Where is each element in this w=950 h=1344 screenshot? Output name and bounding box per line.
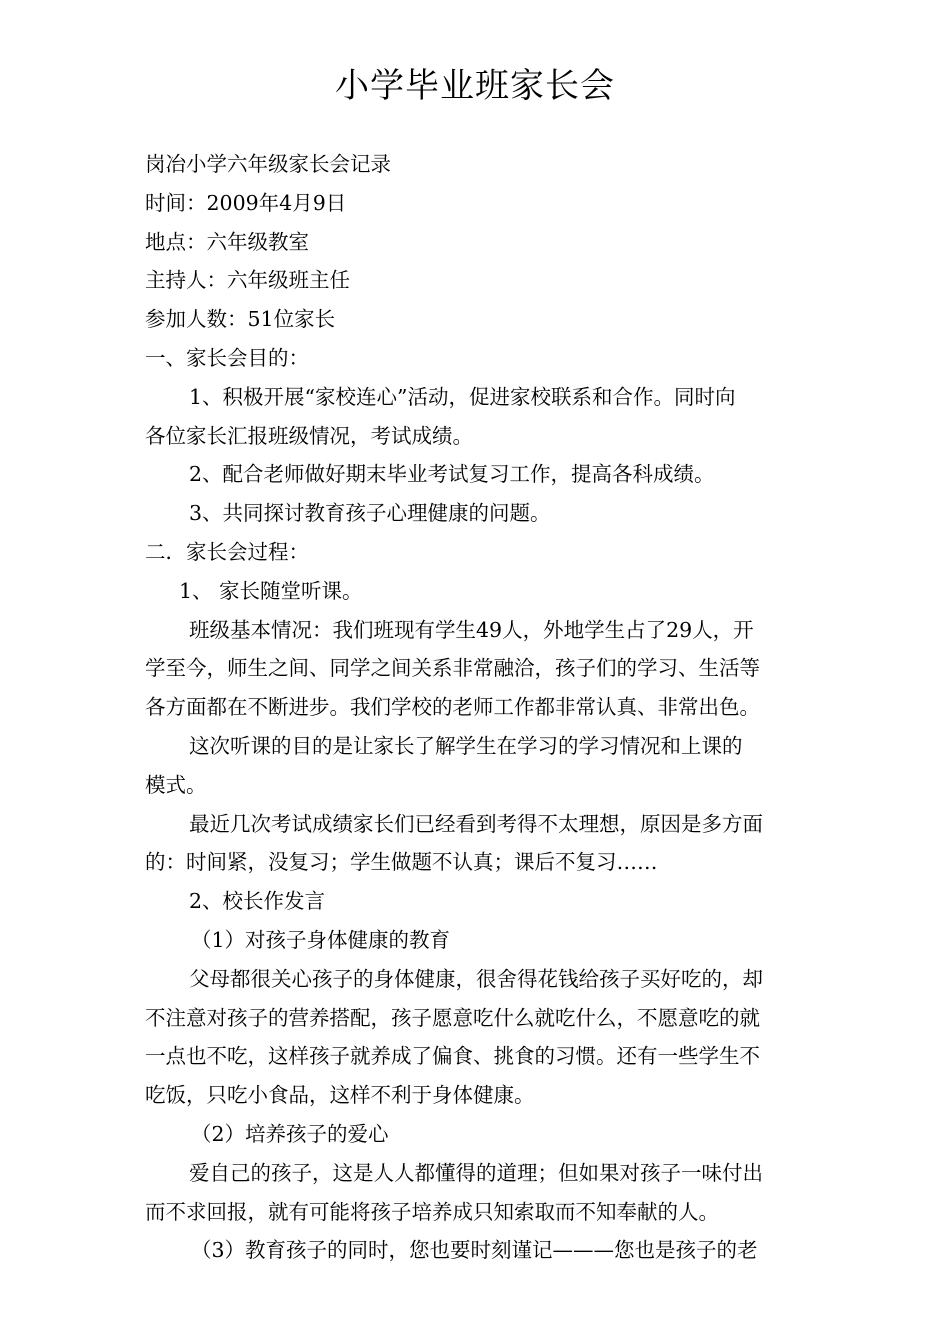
paragraph-line: 最近几次考试成绩家长们已经看到考得不太理想，原因是多方面: [189, 811, 763, 836]
paragraph-line: 吃饭，只吃小食品，这样不利于身体健康。: [145, 1083, 535, 1108]
paragraph-line: 这次听课的目的是让家长了解学生在学习的学习情况和上课的: [189, 733, 743, 758]
paragraph-line: 的：时间紧，没复习；学生做题不认真；课后不复习……: [145, 850, 658, 875]
meeting-time: 时间：2009年4月9日: [145, 190, 347, 215]
section-heading-purpose: 一、家长会目的：: [145, 345, 309, 370]
paragraph-line: 不注意对孩子的营养搭配，孩子愿意吃什么就吃什么，不愿意吃的就: [145, 1005, 760, 1030]
paragraph-line: 各位家长汇报班级情况，考试成绩。: [145, 423, 473, 448]
paragraph-line: 模式。: [145, 772, 207, 797]
record-heading: 岗冶小学六年级家长会记录: [145, 152, 391, 176]
attendee-count: 参加人数：51位家长: [145, 307, 336, 332]
document-title: 小学毕业班家长会: [335, 66, 615, 106]
section-heading-process: 二．家长会过程：: [145, 539, 309, 564]
meeting-host: 主持人：六年级班主任: [145, 268, 350, 293]
subheading: （1）对孩子身体健康的教育: [191, 927, 451, 952]
list-item: 2、校长作发言: [189, 889, 326, 914]
paragraph-line: 各方面都在不断进步。我们学校的老师工作都非常认真、非常出色。: [145, 695, 760, 720]
paragraph-line: 3、共同探讨教育孩子心理健康的问题。: [189, 501, 551, 526]
paragraph-line: 父母都很关心孩子的身体健康，很舍得花钱给孩子买好吃的，却: [189, 966, 763, 991]
paragraph-line: 1、积极开展“家校连心”活动，促进家校联系和合作。同时向: [189, 384, 736, 409]
list-item: 1、 家长随堂听课。: [179, 578, 363, 603]
paragraph-line: 2、配合老师做好期末毕业考试复习工作，提高各科成绩。: [189, 462, 715, 487]
subheading: （3）教育孩子的同时，您也要时刻谨记———您也是孩子的老: [191, 1238, 758, 1263]
paragraph-line: 学至今，师生之间、同学之间关系非常融洽，孩子们的学习、生活等: [145, 656, 760, 681]
subheading: （2）培养孩子的爱心: [191, 1121, 389, 1146]
paragraph-line: 而不求回报，就有可能将孩子培养成只知索取而不知奉献的人。: [145, 1199, 719, 1224]
paragraph-line: 爱自己的孩子，这是人人都懂得的道理；但如果对孩子一味付出: [189, 1160, 763, 1185]
meeting-location: 地点：六年级教室: [145, 229, 309, 254]
paragraph-line: 班级基本情况：我们班现有学生49人，外地学生占了29人，开: [189, 617, 754, 642]
document-body: [145, 145, 810, 1270]
paragraph-line: 一点也不吃，这样孩子就养成了偏食、挑食的习惯。还有一些学生不: [145, 1044, 760, 1069]
